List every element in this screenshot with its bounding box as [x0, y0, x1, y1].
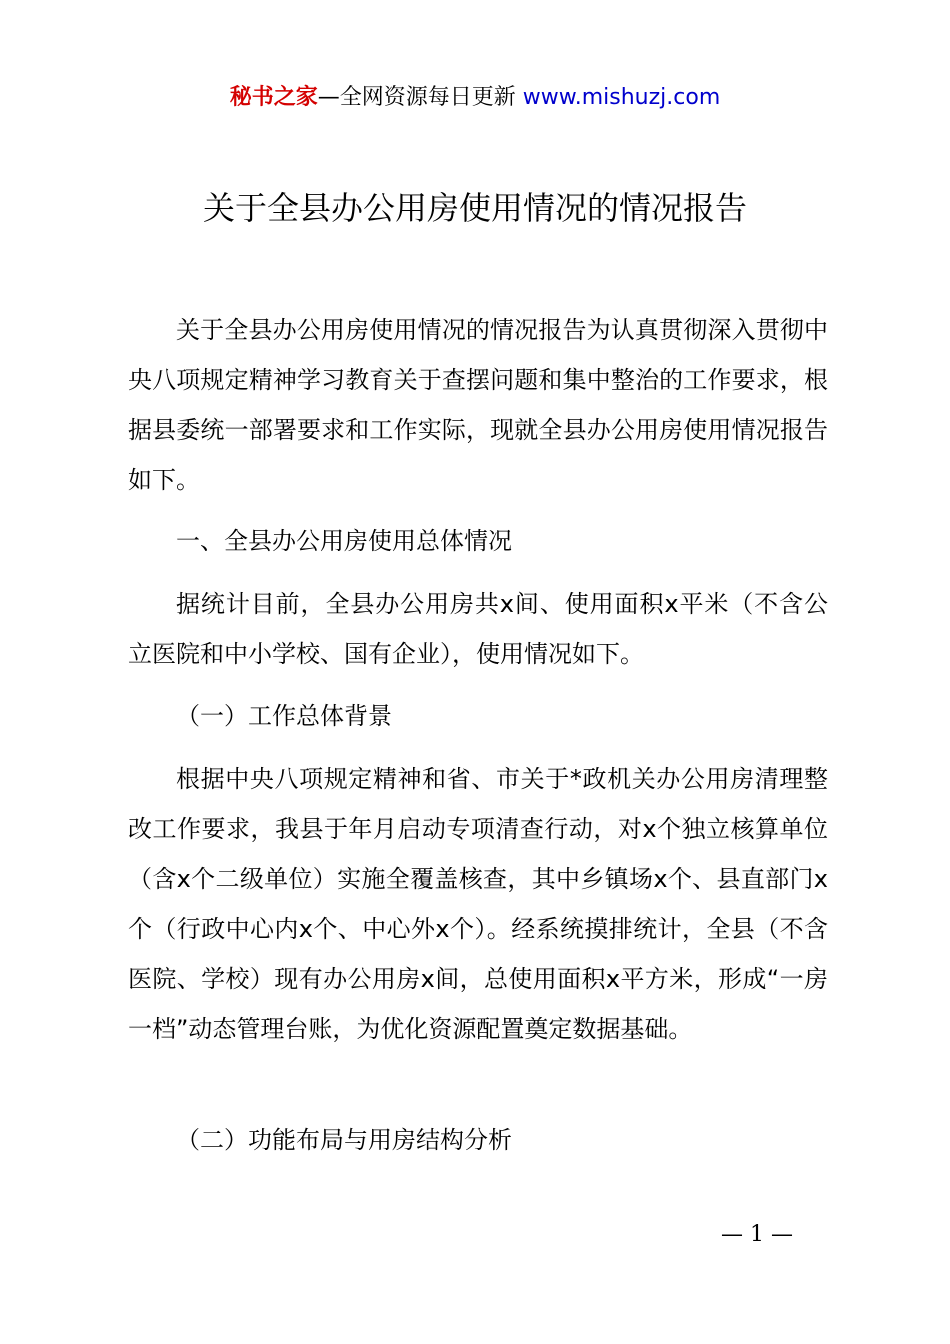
paragraph-background: 根据中央八项规定精神和省、市关于*政机关办公用房清理整改工作要求，我县于年月启动专项清查行动，对x个独立核算单位（含x个二级单位）实施全覆盖核查，其中乡镇场x个、县直部门x个（行政中心内x个、中心外x个）。经系统摸排统计，全县（不含医院、学校）现有办公用房x间，总使用面积x平方米，形成“一房一档”动态管理台账，为优化资源配置奠定数据基础。	[128, 765, 828, 1043]
banner-brand: 秘书之家	[229, 85, 318, 110]
subheading-layout-analysis: （二）功能布局与用房结构分析	[176, 1126, 512, 1154]
paragraph-statistics: 据统计目前，全县办公用房共x间、使用面积x平米（不含公立医院和中小学校、国有企业），使用情况如下。	[128, 590, 828, 668]
site-banner	[0, 80, 950, 111]
subheading-background: （一）工作总体背景	[176, 702, 392, 730]
banner-url-link[interactable]: www.mishuzj.com	[522, 85, 721, 110]
section-heading-1: 一、全县办公用房使用总体情况	[176, 527, 512, 555]
document-title: 关于全县办公用房使用情况的情况报告	[202, 189, 747, 227]
page-number: — 1 —	[721, 1222, 793, 1247]
paragraph-intro: 关于全县办公用房使用情况的情况报告为认真贯彻深入贯彻中央八项规定精神学习教育关于查摆问题和集中整治的工作要求，根据县委统一部署要求和工作实际，现就全县办公用房使用情况报告如下。	[128, 316, 828, 494]
banner-slogan: —全网资源每日更新	[317, 85, 516, 110]
